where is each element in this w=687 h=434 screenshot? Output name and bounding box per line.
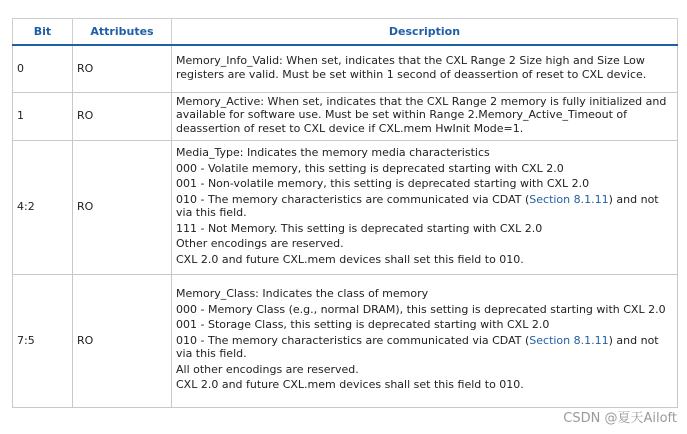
bit-cell: 0 — [13, 45, 73, 92]
header-description: Description — [172, 19, 678, 46]
description-line: 000 - Volatile memory, this setting is deprecated starting with CXL 2.0 — [176, 161, 564, 175]
text-fragment: ) and not via this field. — [176, 192, 659, 219]
description-line: Memory_Active: When set, indicates that the CXL Range 2 memory is fully initialized and available for software use. Must be set within Range 2.Memory_Active_Timeout of deassertion of reset to CXL device if CXL.mem HwInit Mode=1. — [176, 94, 667, 135]
description-line: CXL 2.0 and future CXL.mem devices shall set this field to 010. — [176, 252, 524, 266]
register-table — [12, 18, 678, 408]
description-cell — [172, 45, 678, 92]
description-line: 000 - Memory Class (e.g., normal DRAM), this setting is deprecated starting with CXL 2.0 — [176, 302, 666, 316]
header-row — [13, 19, 678, 46]
text-fragment: 010 - The memory characteristics are communicated via CDAT ( — [176, 192, 530, 206]
bit-cell: 1 — [13, 92, 73, 140]
bit-cell: 4:2 — [13, 140, 73, 274]
description-line: 111 - Not Memory. This setting is deprecated starting with CXL 2.0 — [176, 221, 543, 235]
table-row — [13, 274, 678, 407]
table-row — [13, 140, 678, 274]
description-cell — [172, 274, 678, 407]
bit-cell: 7:5 — [13, 274, 73, 407]
description-line: 001 - Storage Class, this setting is deprecated starting with CXL 2.0 — [176, 318, 550, 332]
attr-cell: RO — [73, 274, 172, 407]
description-cell — [172, 140, 678, 274]
description-line: Memory_Class: Indicates the class of memory — [176, 287, 429, 301]
description-line: Memory_Info_Valid: When set, indicates that the CXL Range 2 Size high and Size Low registers are valid. Must be set within 1 second of deassertion of reset to CXL device. — [176, 54, 647, 81]
section-link[interactable]: Section 8.1.11 — [529, 333, 609, 347]
text-fragment: ) and not via this field. — [176, 333, 659, 361]
header-bit: Bit — [13, 19, 73, 46]
description-cell — [172, 92, 678, 140]
description-line: Other encodings are reserved. — [176, 237, 344, 250]
attr-cell: RO — [73, 92, 172, 140]
header-attributes: Attributes — [73, 19, 172, 46]
description-line: 001 - Non-volatile memory, this setting is deprecated starting with CXL 2.0 — [176, 177, 590, 190]
description-line — [176, 334, 673, 361]
description-line: All other encodings are reserved. — [176, 362, 359, 376]
section-link[interactable]: Section 8.1.11 — [529, 192, 609, 206]
description-line: CXL 2.0 and future CXL.mem devices shall set this field to 010. — [176, 378, 524, 392]
watermark: CSDN @夏天Ailoft — [563, 411, 677, 426]
description-line: Media_Type: Indicates the memory media characteristics — [176, 146, 490, 159]
table-row — [13, 92, 678, 140]
description-line — [176, 193, 673, 220]
text-fragment: 010 - The memory characteristics are communicated via CDAT ( — [176, 333, 530, 347]
table-row — [13, 45, 678, 92]
attr-cell: RO — [73, 45, 172, 92]
attr-cell: RO — [73, 140, 172, 274]
